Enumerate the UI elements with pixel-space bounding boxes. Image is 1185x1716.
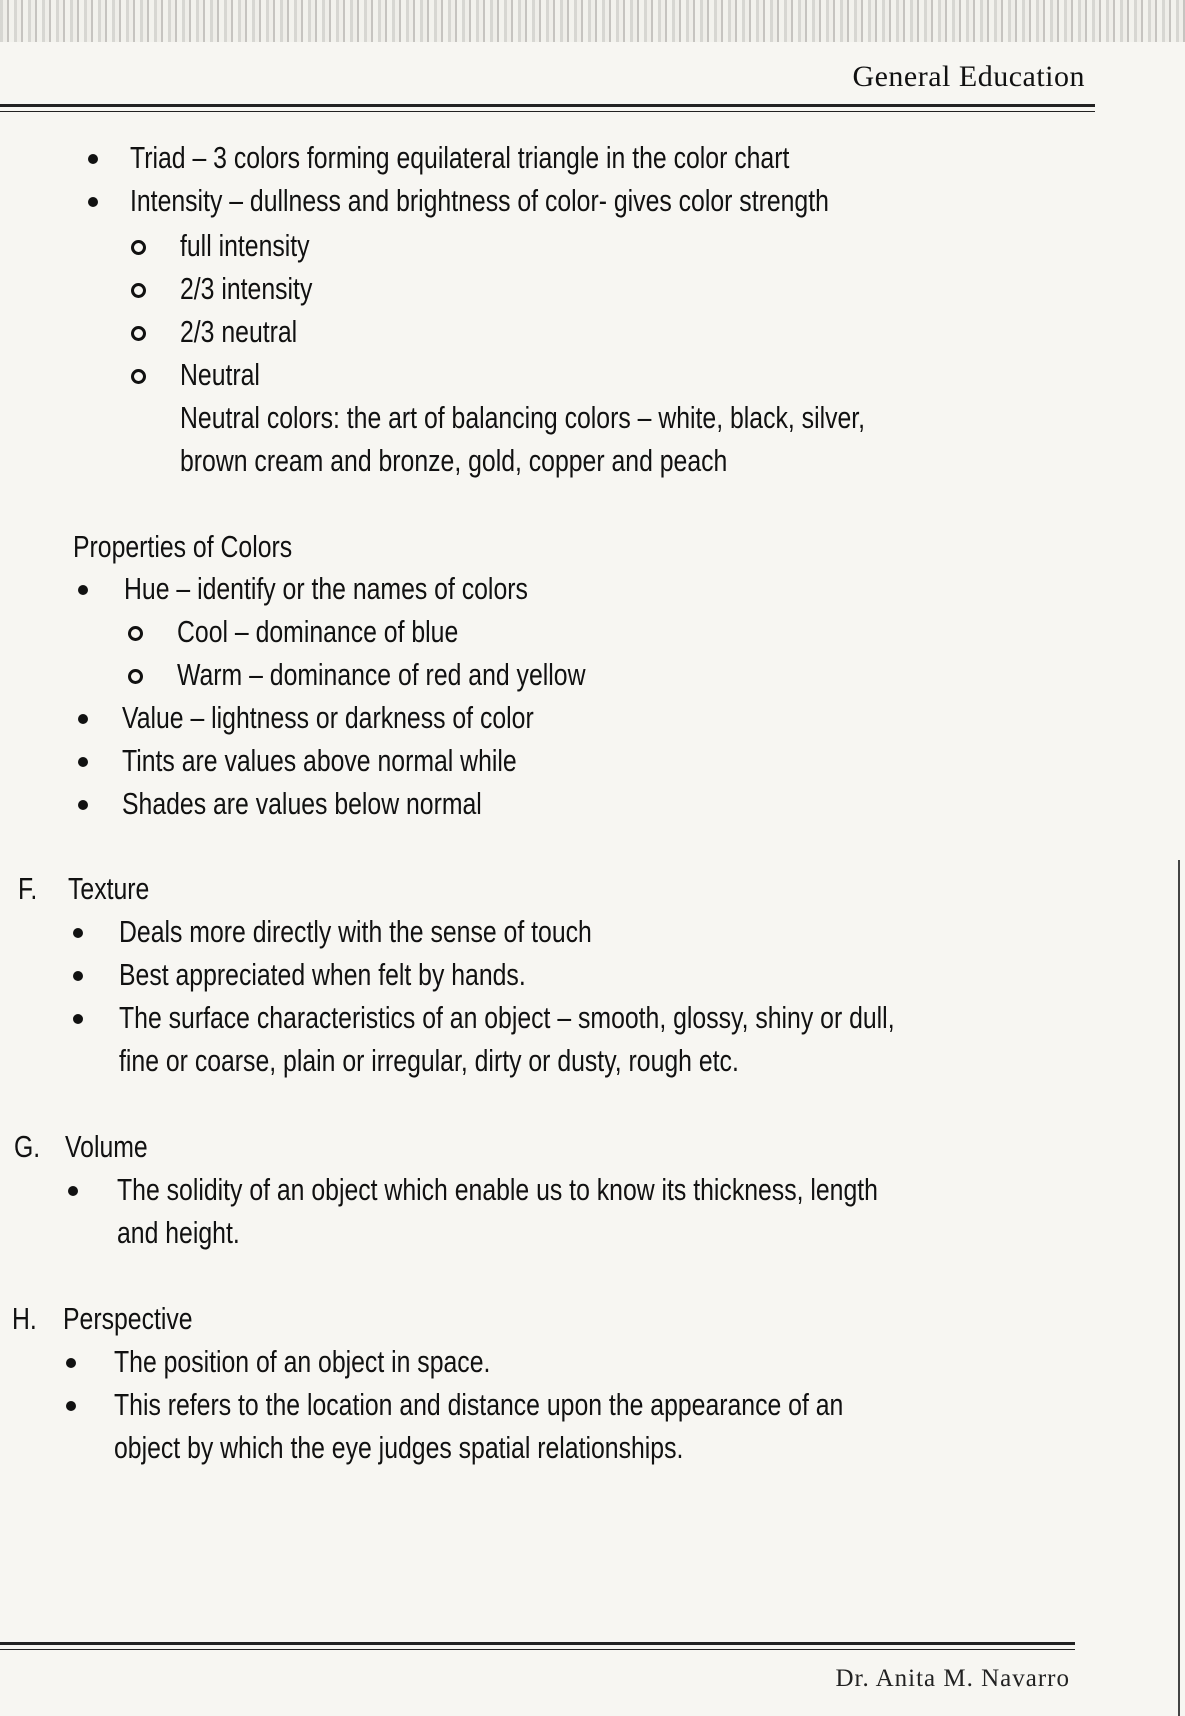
footer-rule-thin [0,1649,1075,1650]
bullet-icon [73,928,83,938]
circle-bullet-icon [128,626,143,641]
bullet-icon [78,714,88,724]
texture-item: Best appreciated when felt by hands. [119,957,526,992]
perspective-item2-line2: object by which the eye judges spatial relationships. [114,1430,684,1465]
perspective-item2-line1: This refers to the location and distance upon the appearance of an [114,1387,844,1422]
properties-heading: Properties of Colors [73,529,293,564]
bullet-icon [88,154,98,164]
value-text: Value – lightness or darkness of color [122,700,534,735]
intensity-text: Intensity – dullness and brightness of color- gives color strength [130,183,829,218]
section-letter-f: F. [18,871,38,906]
intensity-level: 2/3 intensity [180,271,313,306]
neutral-colors-line1: Neutral colors: the art of balancing colors – white, black, silver, [180,400,866,435]
bullet-icon [78,800,88,810]
texture-item3-line1: The surface characteristics of an object – smooth, glossy, shiny or dull, [119,1000,895,1035]
circle-bullet-icon [131,326,146,341]
circle-bullet-icon [131,240,146,255]
footer-author: Dr. Anita M. Navarro [835,1665,1070,1692]
neutral-colors-line2: brown cream and bronze, gold, copper and peach [180,443,728,478]
triad-text: Triad – 3 colors forming equilateral triangle in the color chart [130,140,790,175]
page-edge-line [1178,860,1180,1716]
footer-rule [0,1642,1075,1645]
volume-item-line1: The solidity of an object which enable us to know its thickness, length [117,1172,878,1207]
bullet-icon [78,757,88,767]
intensity-level: Neutral [180,357,260,392]
page-header-title: General Education [852,60,1085,93]
bullet-icon [78,585,88,595]
shades-text: Shades are values below normal [122,786,482,821]
texture-item: Deals more directly with the sense of touch [119,914,592,949]
circle-bullet-icon [131,369,146,384]
volume-heading: Volume [65,1129,148,1164]
circle-bullet-icon [128,669,143,684]
perspective-item1: The position of an object in space. [114,1344,491,1379]
intensity-level: full intensity [180,228,310,263]
bullet-icon [73,971,83,981]
section-letter-g: G. [14,1129,41,1164]
texture-item3-line2: fine or coarse, plain or irregular, dirty or dusty, rough etc. [119,1043,739,1078]
circle-bullet-icon [131,283,146,298]
scan-noise-strip [0,0,1185,42]
bullet-icon [88,197,98,207]
volume-item-line2: and height. [117,1215,240,1250]
section-letter-h: H. [12,1301,37,1336]
cool-text: Cool – dominance of blue [177,614,459,649]
hue-text: Hue – identify or the names of colors [124,571,528,606]
header-rule-thin [0,111,1095,112]
tints-text: Tints are values above normal while [122,743,517,778]
warm-text: Warm – dominance of red and yellow [177,657,586,692]
perspective-heading: Perspective [63,1301,193,1336]
bullet-icon [73,1014,83,1024]
header-rule [0,104,1095,107]
bullet-icon [66,1401,76,1411]
bullet-icon [66,1358,76,1368]
intensity-level: 2/3 neutral [180,314,298,349]
bullet-icon [68,1186,78,1196]
texture-heading: Texture [68,871,150,906]
